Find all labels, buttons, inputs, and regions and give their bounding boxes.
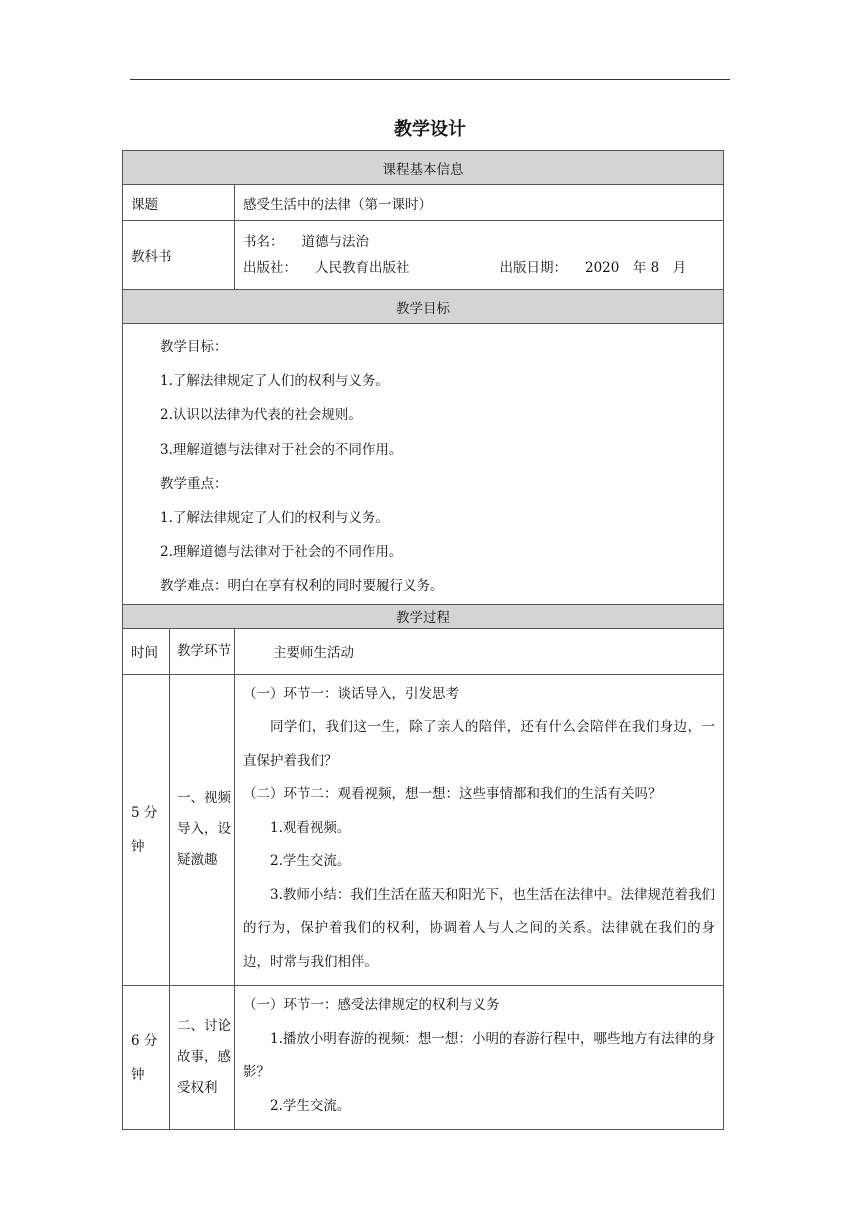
row-time: 6 分钟 xyxy=(123,986,170,1130)
row-activity xyxy=(235,674,724,986)
lesson-plan-table xyxy=(122,150,724,1130)
section-header-goals: 教学目标 xyxy=(123,290,724,324)
activity-paragraph: 1.观看视频。 xyxy=(270,819,351,836)
goals-line: 1.了解法律规定了人们的权利与义务。 xyxy=(160,510,389,527)
activity-paragraph: 2.学生交流。 xyxy=(270,1097,351,1114)
document-title: 教学设计 xyxy=(394,119,466,140)
book-name-label: 书名： xyxy=(243,234,284,250)
goals-line: 教学重点： xyxy=(160,475,228,492)
section-header-process: 教学过程 xyxy=(123,604,724,628)
section-header-basic-info: 课程基本信息 xyxy=(123,151,724,185)
goals-line: 2.认识以法律为代表的社会规则。 xyxy=(160,407,362,424)
row-activity xyxy=(235,986,724,1130)
activity-paragraph: 2.学生交流。 xyxy=(270,853,351,870)
publisher-line xyxy=(243,255,723,281)
pub-date-value: 2020 年 8 月 xyxy=(585,260,687,276)
header-rule xyxy=(130,79,730,80)
goals-line: 2.理解道德与法律对于社会的不同作用。 xyxy=(160,544,403,561)
col-header-time: 时间 xyxy=(123,628,170,674)
activity-paragraph: 同学们，我们这一生，除了亲人的陪伴，还有什么会陪伴在我们身边，一直保护着我们？ xyxy=(243,719,716,769)
activity-paragraph: （一）环节一：感受法律规定的权利与义务 xyxy=(243,997,500,1014)
goals-line: 教学难点：明白在享有权利的同时要履行义务。 xyxy=(160,578,444,595)
goals-line: 教学目标： xyxy=(160,339,228,355)
activity-paragraph: （一）环节一：谈话导入，引发思考 xyxy=(243,685,459,702)
row-time: 5 分钟 xyxy=(123,674,170,986)
activity-paragraph: 3.教师小结：我们生活在蓝天和阳光下，也生活在法律中。法律规范着我们的行为，保护着我们的权利，协调着人与人之间的关系。法律就在我们的身边，时常与我们相伴。 xyxy=(243,886,716,970)
book-name-value: 道德与法治 xyxy=(301,234,369,250)
textbook-label: 教科书 xyxy=(123,221,235,290)
goals-line: 3.理解道德与法律对于社会的不同作用。 xyxy=(160,441,403,458)
topic-value: 感受生活中的法律（第一课时） xyxy=(235,185,724,221)
publisher-value: 人民教育出版社 xyxy=(315,260,410,276)
row-step: 一、视频导入，设疑激趣 xyxy=(170,674,235,986)
col-header-step: 教学环节 xyxy=(170,628,235,674)
col-header-activity: 主要师生活动 xyxy=(235,628,724,674)
activity-paragraph: （二）环节二：观看视频，想一想：这些事情都和我们的生活有关吗？ xyxy=(243,786,662,803)
book-name-line xyxy=(243,229,723,255)
goals-line: 1.了解法律规定了人们的权利与义务。 xyxy=(160,373,389,390)
pub-date-label: 出版日期： xyxy=(499,260,567,276)
goals-content xyxy=(123,324,724,605)
row-step: 二、讨论故事，感受权利 xyxy=(170,986,235,1130)
publisher-label: 出版社： xyxy=(243,260,297,276)
activity-paragraph: 1.播放小明春游的视频：想一想：小明的春游行程中，哪些地方有法律的身影？ xyxy=(243,1030,716,1081)
topic-label: 课题 xyxy=(123,185,235,221)
textbook-info xyxy=(235,221,724,290)
